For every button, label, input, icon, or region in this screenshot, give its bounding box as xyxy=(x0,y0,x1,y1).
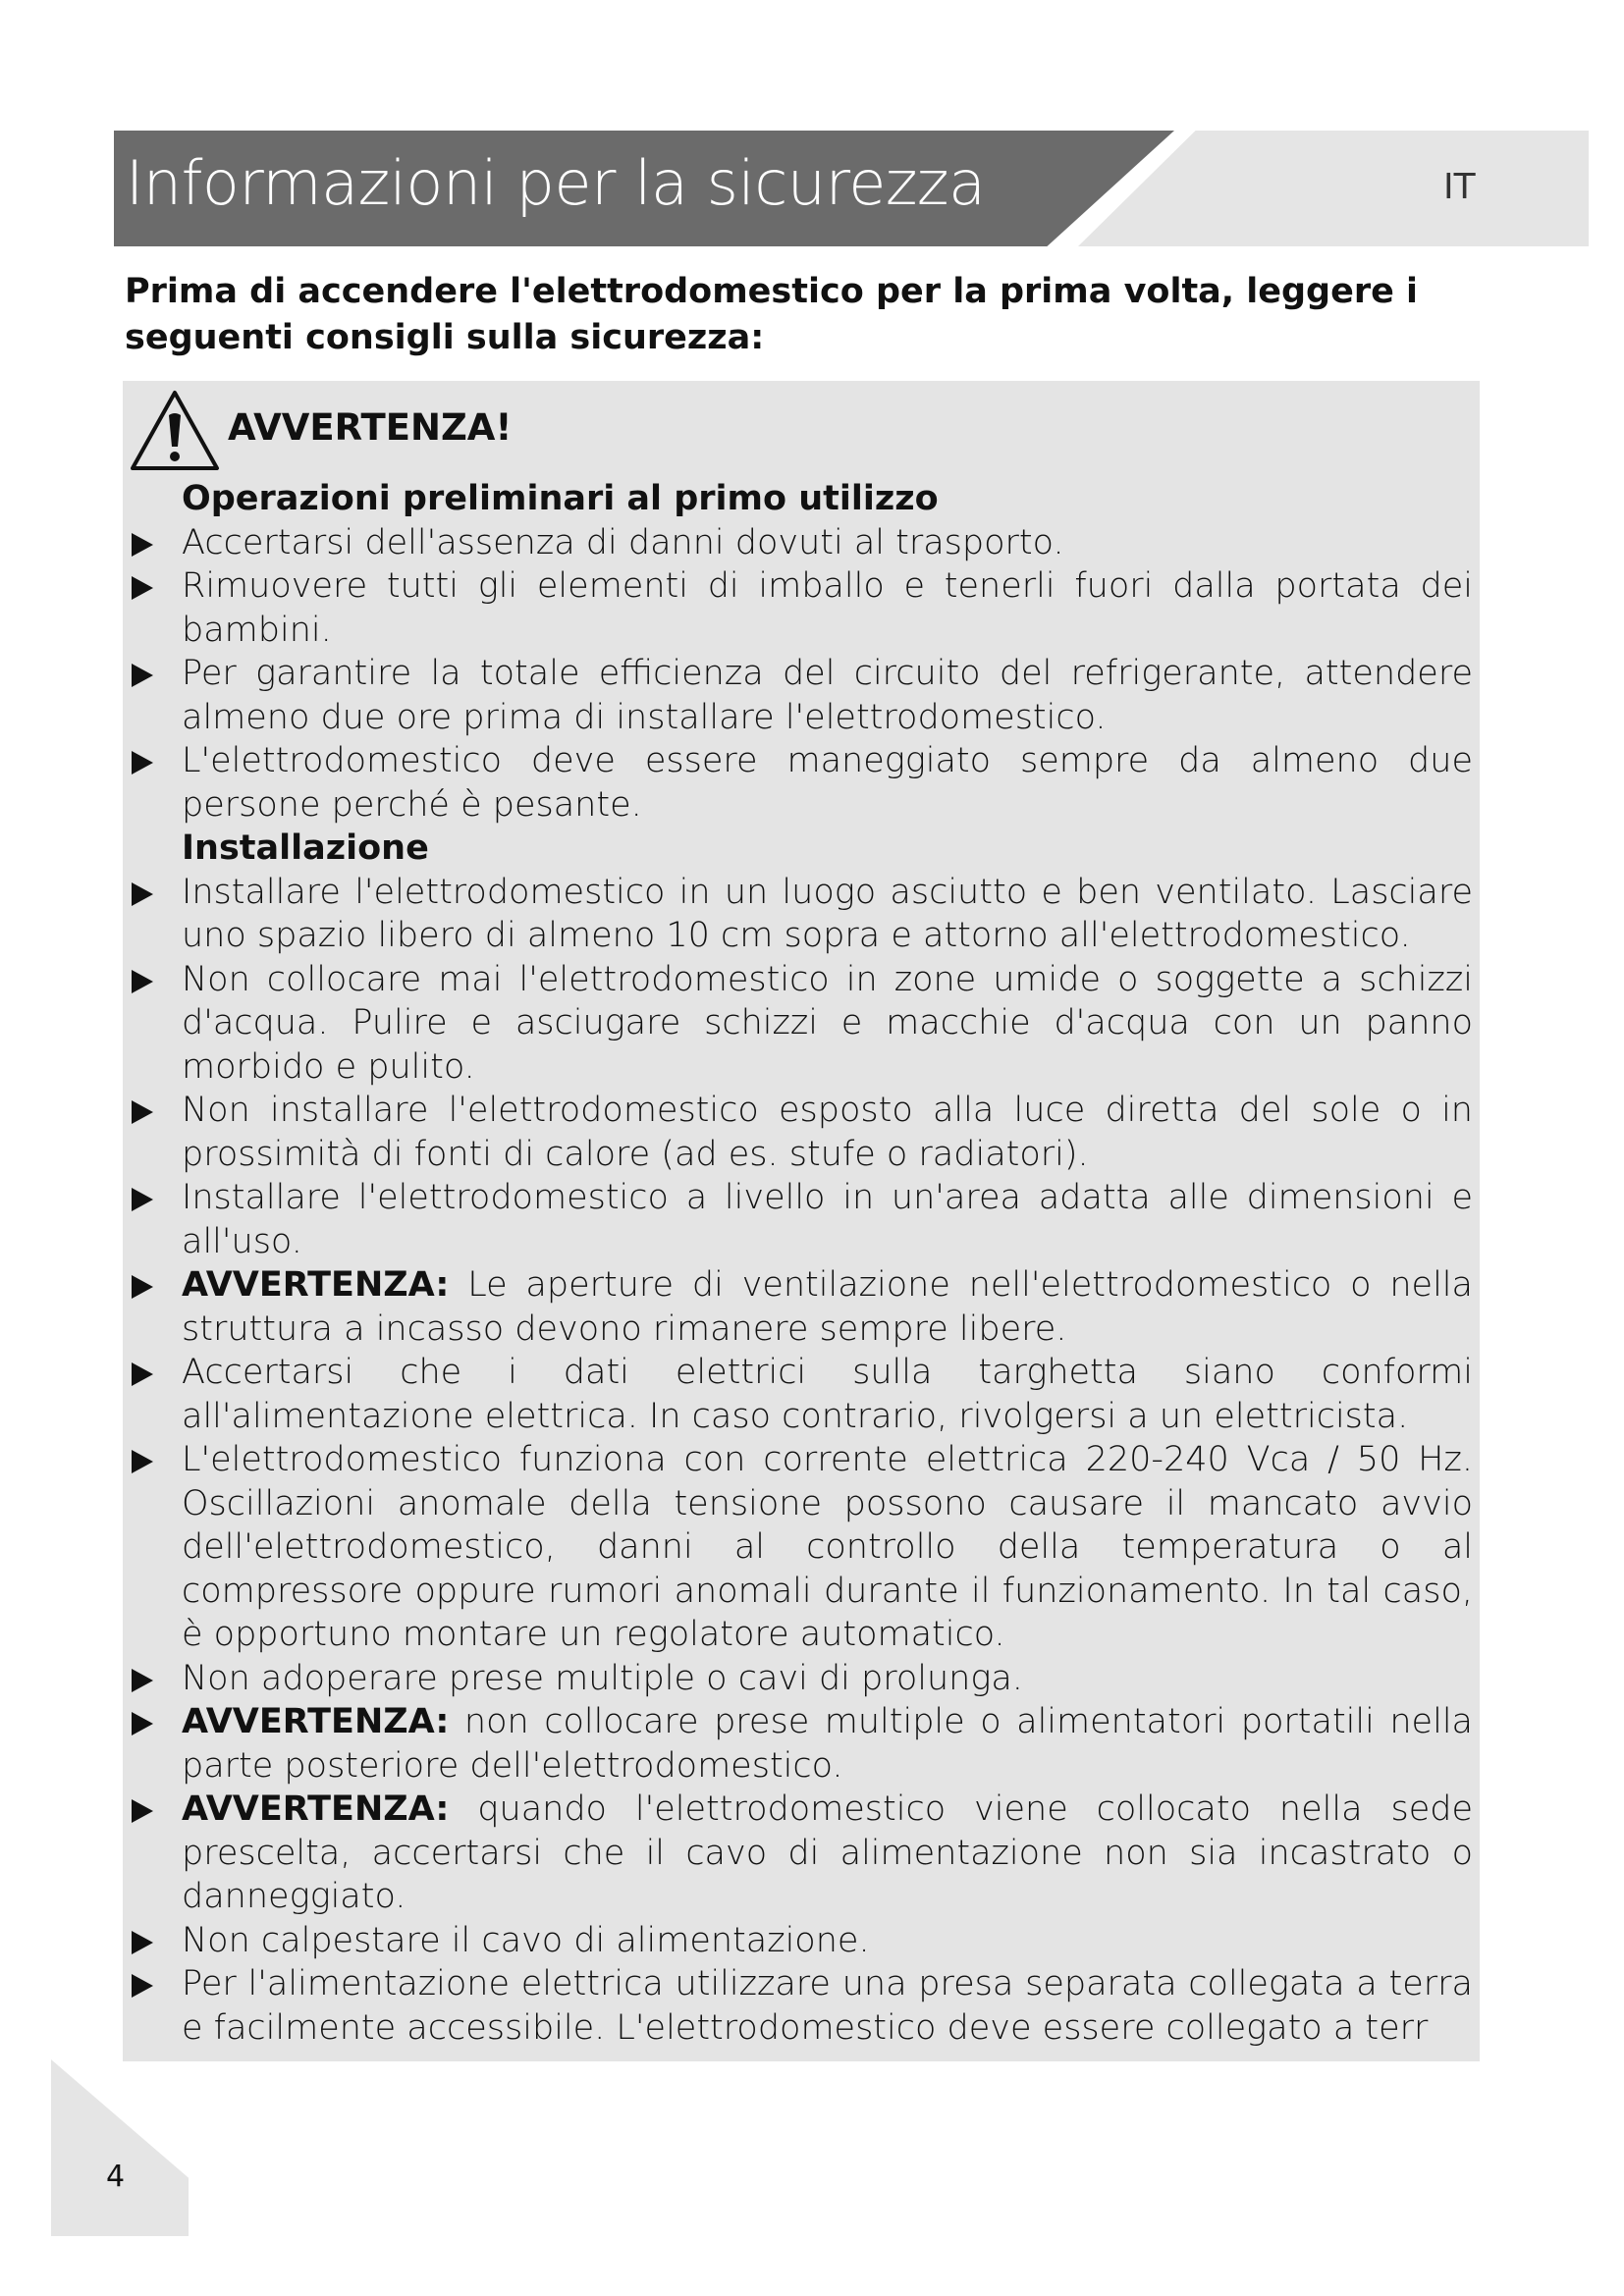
item-text: Per garantire la totale efficienza del circuito del refrigerante, attendere almeno due ore prima di installare l'elettrodomestico. xyxy=(182,654,1473,737)
bullet-arrow-icon xyxy=(132,751,153,774)
item-text: Rimuovere tutti gli elementi di imballo e tenerli fuori dalla portata dei bambini. xyxy=(182,566,1473,650)
page-number: 4 xyxy=(106,2160,126,2194)
bullet-arrow-icon xyxy=(132,1362,153,1386)
list-item xyxy=(128,958,1473,1090)
list-item xyxy=(128,564,1473,652)
bullet-arrow-icon xyxy=(132,882,153,906)
item-text: Accertarsi che i dati elettrici sulla targhetta siano conformi all'alimentazione elettrica. In caso contrario, rivolgersi a un elettricista. xyxy=(182,1353,1473,1436)
list-item xyxy=(128,739,1473,827)
bullet-arrow-icon xyxy=(132,1974,153,1998)
list-item xyxy=(128,1919,1473,1963)
page-corner-tab xyxy=(51,2059,189,2236)
bullet-arrow-icon xyxy=(132,1712,153,1735)
item-keyword: AVVERTENZA: xyxy=(182,1702,450,1741)
item-text: Non collocare mai l'elettrodomestico in zone umide o soggette a schizzi d'acqua. Pulire e asciugare schizzi e macchie d'acqua con un panno morbido e pulito. xyxy=(182,959,1473,1087)
list-item xyxy=(128,652,1473,739)
item-text: L'elettrodomestico deve essere maneggiato sempre da almeno due persone perché è pesante. xyxy=(182,741,1473,825)
list-item xyxy=(128,1351,1473,1438)
warning-content xyxy=(128,477,1473,2050)
intro-text: Prima di accendere l'elettrodomestico per la prima volta, leggere i seguenti consigli sulla sicurezza: xyxy=(125,272,1419,357)
item-text: Installare l'elettrodomestico in un luogo asciutto e ben ventilato. Lasciare uno spazio libero di almeno 10 cm sopra e attorno all'elettrodomestico. xyxy=(182,872,1473,955)
list-item xyxy=(128,1438,1473,1657)
language-code: IT xyxy=(1443,167,1476,207)
bullet-arrow-icon xyxy=(132,664,153,687)
item-keyword: AVVERTENZA: xyxy=(182,1265,450,1305)
item-text: non collocare prese multiple o alimentatori portatili nella parte posteriore dell'elettrodomestico. xyxy=(182,1702,1473,1786)
section-heading: Installazione xyxy=(182,828,429,868)
item-text: Accertarsi dell'assenza di danni dovuti al trasporto. xyxy=(182,522,1064,562)
list-item xyxy=(128,1176,1473,1263)
bullet-arrow-icon xyxy=(132,1799,153,1823)
bullet-arrow-icon xyxy=(132,1669,153,1692)
item-text: Installare l'elettrodomestico a livello in un'area adatta alle dimensioni e all'uso. xyxy=(182,1178,1473,1261)
bullet-arrow-icon xyxy=(132,1275,153,1299)
bullet-arrow-icon xyxy=(132,1188,153,1211)
bullet-arrow-icon xyxy=(132,1931,153,1954)
item-text: Non calpestare il cavo di alimentazione. xyxy=(182,1920,870,1960)
item-keyword: AVVERTENZA: xyxy=(182,1789,450,1829)
item-text: quando l'elettrodomestico viene collocato nella sede prescelta, accertarsi che il cavo di alimentazione non sia incastrato o danneggiato. xyxy=(182,1789,1473,1916)
bullet-arrow-icon xyxy=(132,1450,153,1473)
list-item xyxy=(128,871,1473,958)
page-title: Informazioni per la sicurezza xyxy=(126,147,986,219)
list-item xyxy=(128,1700,1473,1788)
list-item xyxy=(128,1788,1473,1919)
list-item xyxy=(128,1089,1473,1176)
list-item xyxy=(128,521,1473,565)
bullet-arrow-icon xyxy=(132,970,153,993)
item-text: Le aperture di ventilazione nell'elettrodomestico o nella struttura a incasso devono rimanere sempre libere. xyxy=(182,1265,1473,1349)
item-text: L'elettrodomestico funziona con corrente elettrica 220-240 Vca / 50 Hz. Oscillazioni anomale della tensione possono causare il mancato avvio dell'elettrodomestico, danni al controllo della temperatura o al compressore oppure rumori anomali durante il funzionamento. In tal caso, è opportuno montare un regolatore automatico. xyxy=(182,1440,1473,1654)
list-item xyxy=(128,1657,1473,1701)
item-text: Non installare l'elettrodomestico esposto alla luce diretta del sole o in prossimità di fonti di calore (ad es. stufe o radiatori). xyxy=(182,1091,1473,1174)
item-text: Non adoperare prese multiple o cavi di prolunga. xyxy=(182,1658,1023,1698)
warning-title: AVVERTENZA! xyxy=(228,406,513,449)
warning-triangle-icon xyxy=(128,388,222,474)
list-item xyxy=(128,1263,1473,1351)
bullet-arrow-icon xyxy=(132,576,153,600)
bullet-arrow-icon xyxy=(132,533,153,557)
list-item xyxy=(128,1962,1473,2050)
bullet-arrow-icon xyxy=(132,1100,153,1124)
item-text: Per l'alimentazione elettrica utilizzare una presa separata collegata a terra e facilmente accessibile. L'elettrodomestico deve essere collegato a terr xyxy=(182,1964,1473,2048)
section-heading: Operazioni preliminari al primo utilizzo xyxy=(182,479,939,518)
